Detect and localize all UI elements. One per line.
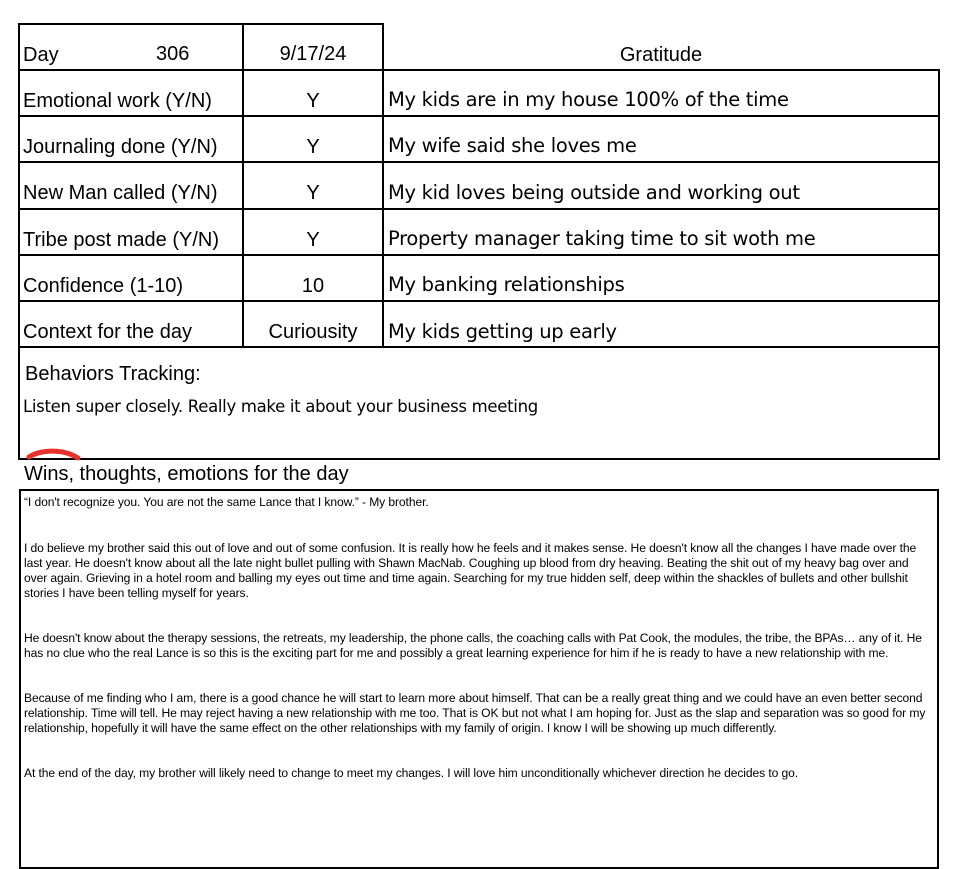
behaviors-title: Behaviors Tracking: <box>25 363 201 385</box>
row-value: Y <box>306 136 320 158</box>
gratitude-item: My kids are in my house 100% of the time <box>388 88 789 111</box>
gratitude-item: My banking relationships <box>388 273 625 296</box>
gratitude-item: My kids getting up early <box>388 320 617 343</box>
grid-line <box>18 208 940 210</box>
grid-line <box>18 300 940 302</box>
row-label-new-man-called: New Man called (Y/N) <box>23 182 218 204</box>
date: 9/17/24 <box>279 43 347 65</box>
row-label-emotional-work: Emotional work (Y/N) <box>23 90 212 112</box>
grid-line <box>18 346 940 348</box>
wins-title: Wins, thoughts, emotions for the day <box>24 463 349 485</box>
row-value: Y <box>306 182 320 204</box>
wins-paragraph: He doesn't know about the therapy sessions, the retreats, my leadership, the phone calls, the coaching calls with Pat Cook, the modules, the tribe, the BPAs… any of it. He has no clue who the real Lance is so this is the exciting part for me and possibly a great learning experience for him if he is ready to have a new relationship with me. <box>24 631 922 660</box>
grid-line <box>18 115 940 117</box>
grid-line <box>938 69 940 460</box>
wins-paragraph: “I don't recognize you. You are not the same Lance that I know.” - My brother. <box>24 495 429 509</box>
row-label-confidence: Confidence (1-10) <box>23 275 184 297</box>
row-label-journaling: Journaling done (Y/N) <box>23 136 218 158</box>
row-value: Y <box>306 90 320 112</box>
grid-line <box>18 458 940 460</box>
gratitude-item: My kid loves being outside and working out <box>388 181 800 204</box>
day-number: 306 <box>156 43 190 65</box>
behaviors-text: Listen super closely. Really make it about your business meeting <box>23 397 538 416</box>
row-value: Curiousity <box>268 321 358 343</box>
row-value: 10 <box>301 275 325 297</box>
row-label-tribe-post: Tribe post made (Y/N) <box>23 229 219 251</box>
grid-line <box>18 254 940 256</box>
grid-line <box>18 23 384 25</box>
row-label-context: Context for the day <box>23 321 192 343</box>
wins-journal-box <box>19 489 939 869</box>
gratitude-item: My wife said she loves me <box>388 134 637 157</box>
grid-line <box>18 69 940 71</box>
wins-paragraph: At the end of the day, my brother will likely need to change to meet my changes. I will love him unconditionally whichever direction he decides to go. <box>24 766 798 780</box>
gratitude-item: Property manager taking time to sit woth me <box>388 227 816 250</box>
row-value: Y <box>306 229 320 251</box>
wins-paragraph: Because of me finding who I am, there is a good chance he will start to learn more about himself. That can be a really great thing and we could have an even better second relationship. Time will tell. He may reject having a new relationship with me too. That is OK but not what I am hoping for. Just as the slap and separation was so good for my relationship, hopefully it will have the same effect on the other relationships with my family of origin. I know I will be showing up much differently. <box>24 691 926 735</box>
wins-paragraph: I do believe my brother said this out of love and out of some confusion. It is really how he feels and it makes sense. He doesn't know all the changes I have made over the last year. He doesn't know about all the late night bullet pulling with Shawn MacNab. Coughing up blood from dry heaving. Beating the shit out of my heavy bag over and over again. Grieving in a hotel room and balling my eyes out time and time again. Searching for my true hidden self, deep within the shackles of bullets and other bullshit stories I have been telling myself for years. <box>24 541 917 600</box>
grid-line <box>382 23 384 348</box>
gratitude-heading: Gratitude <box>619 44 703 66</box>
grid-line <box>18 23 20 460</box>
grid-line <box>18 161 940 163</box>
day-label: Day <box>23 44 59 66</box>
